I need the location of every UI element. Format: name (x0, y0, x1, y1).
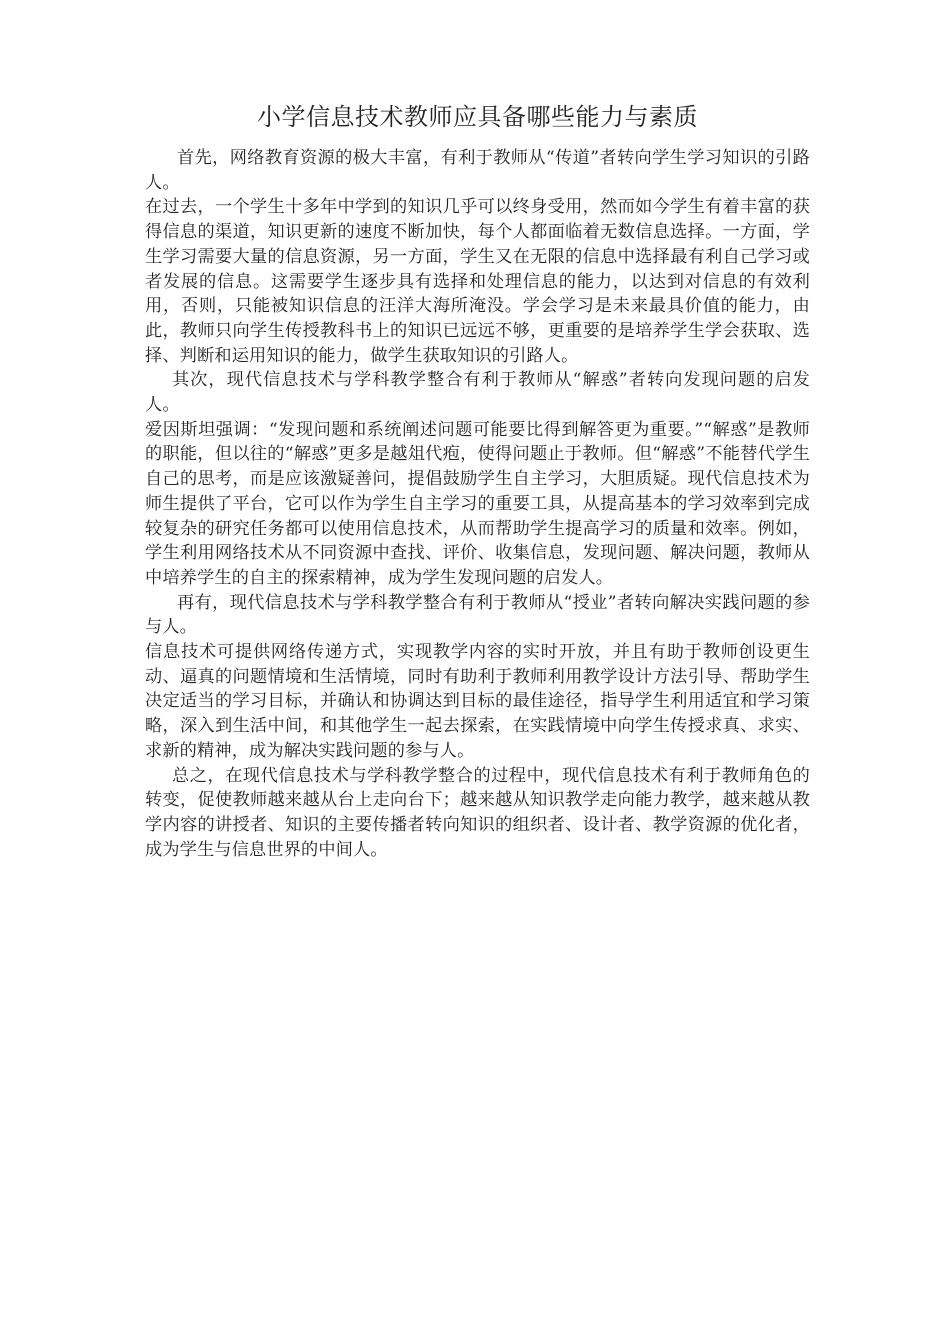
paragraph-6: 信息技术可提供网络传递方式，实现教学内容的实时开放，并且有助于教师创设更生动、逼真的问题情境和生活情境，同时有助利于教师利用教学设计方法引导、帮助学生决定适当的学习目标，并确认和协调达到目标的最佳途径，指导学生利用适宜和学习策略，深入到生活中间，和其他学生一起去探索，在实践情境中向学生传授求真、求实、求新的精神，成为解决实践问题的参与人。 (145, 642, 810, 761)
paragraph-1: 首先，网络教育资源的极大丰富，有利于教师从“传道”者转向学生学习知识的引路人。 (145, 148, 810, 193)
paragraph-2: 在过去，一个学生十多年中学到的知识几乎可以终身受用，然而如今学生有着丰富的获得信息的渠道，知识更新的速度不断加快，每个人都面临着无数信息选择。一方面，学生学习需要大量的信息资源，另一方面，学生又在无限的信息中选择最有利自己学习或者发展的信息。这需要学生逐步具有选择和处理信息的能力，以达到对信息的有效利用，否则，只能被知识信息的汪洋大海所淹没。学会学习是未来最具价值的能力，由此，教师只向学生传授教科书上的知识已远远不够，更重要的是培养学生学会获取、选择、判断和运用知识的能力，做学生获取知识的引路人。 (145, 197, 810, 366)
document-title: 小学信息技术教师应具备哪些能力与素质 (257, 103, 698, 131)
paragraph-4: 爱因斯坦强调：“发现问题和系统阐述问题可能要比得到解答更为重要。”“解惑”是教师的职能，但以往的“解惑”更多是越俎代疱，使得问题止于教师。但“解惑”不能替代学生自己的思考，而是应该激疑善问，提倡鼓励学生自主学习，大胆质疑。现代信息技术为师生提供了平台，它可以作为学生自主学习的重要工具，从提高基本的学习效率到完成较复杂的研究任务都可以使用信息技术，从而帮助学生提高学习的质量和效率。例如，学生利用网络技术从不同资源中查找、评价、收集信息，发现问题、解决问题，教师从中培养学生的自主的探索精神，成为学生发现问题的启发人。 (145, 419, 810, 588)
paragraph-3: 其次，现代信息技术与学科教学整合有利于教师从“解惑”者转向发现问题的启发人。 (145, 370, 810, 416)
paragraph-7: 总之，在现代信息技术与学科教学整合的过程中，现代信息技术有利于教师角色的转变，促使教师越来越从台上走向台下；越来越从知识教学走向能力教学，越来越从教学内容的讲授者、知识的主要传播者转向知识的组织者、设计者、教学资源的优化者，成为学生与信息世界的中间人。 (145, 765, 810, 860)
paragraph-5: 再有，现代信息技术与学科教学整合有利于教师从“授业”者转向解决实践问题的参与人。 (145, 592, 810, 638)
document-body (145, 100, 810, 862)
